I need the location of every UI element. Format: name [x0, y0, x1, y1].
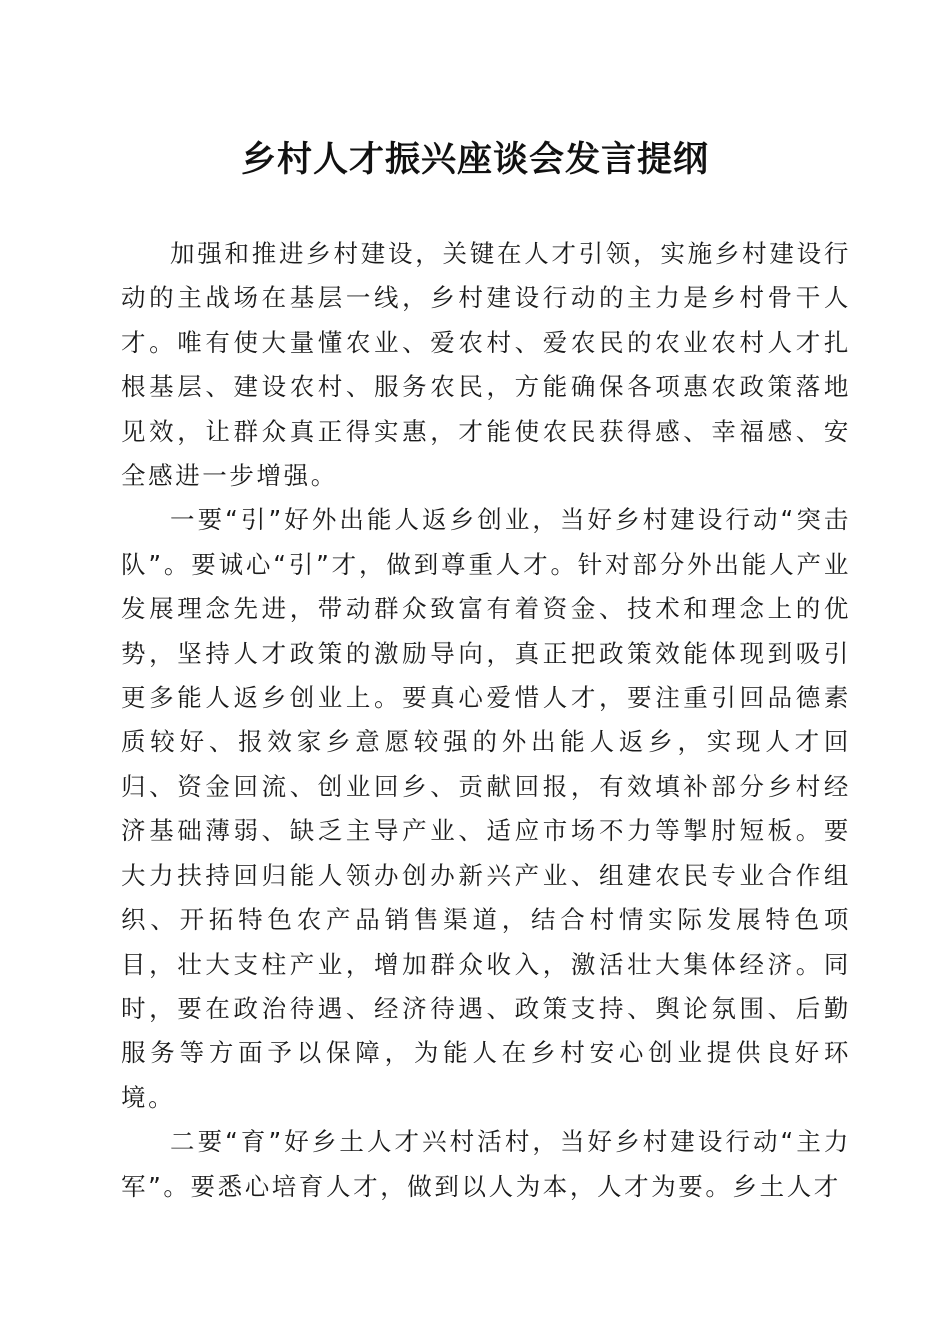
document-title: 乡村人才振兴座谈会发言提纲 [240, 139, 709, 180]
paragraph-cultivate-talent: 二要“育”好乡土人才兴村活村，当好乡村建设行动“主力军”。要悉心培育人才，做到以人为本，人才为要。乡土人才 [121, 1127, 851, 1201]
paragraph-intro: 加强和推进乡村建设，关键在人才引领，实施乡村建设行动的主战场在基层一线，乡村建设行动的主力是乡村骨干人才。唯有使大量懂农业、爱农村、爱农民的农业农村人才扎根基层、建设农村、服务农民，方能确保各项惠农政策落地见效，让群众真正得实惠，才能使农民获得感、幸福感、安全感进一步增强。 [121, 239, 851, 491]
paragraph-attract-talent: 一要“引”好外出能人返乡创业，当好乡村建设行动“突击队”。要诚心“引”才，做到尊重人才。针对部分外出能人产业发展理念先进，带动群众致富有着资金、技术和理念上的优势，坚持人才政策的激励导向，真正把政策效能体现到吸引更多能人返乡创业上。要真心爱惜人才，要注重引回品德素质较好、报效家乡意愿较强的外出能人返乡，实现人才回归、资金回流、创业回乡、贡献回报，有效填补部分乡村经济基础薄弱、缺乏主导产业、适应市场不力等掣肘短板。要大力扶持回归能人领办创办新兴产业、组建农民专业合作组织、开拓特色农产品销售渠道，结合村情实际发展特色项目，壮大支柱产业，增加群众收入，激活壮大集体经济。同时，要在政治待遇、经济待遇、政策支持、舆论氛围、后勤服务等方面予以保障，为能人在乡村安心创业提供良好环境。 [121, 505, 851, 1112]
document-body [121, 232, 851, 1209]
